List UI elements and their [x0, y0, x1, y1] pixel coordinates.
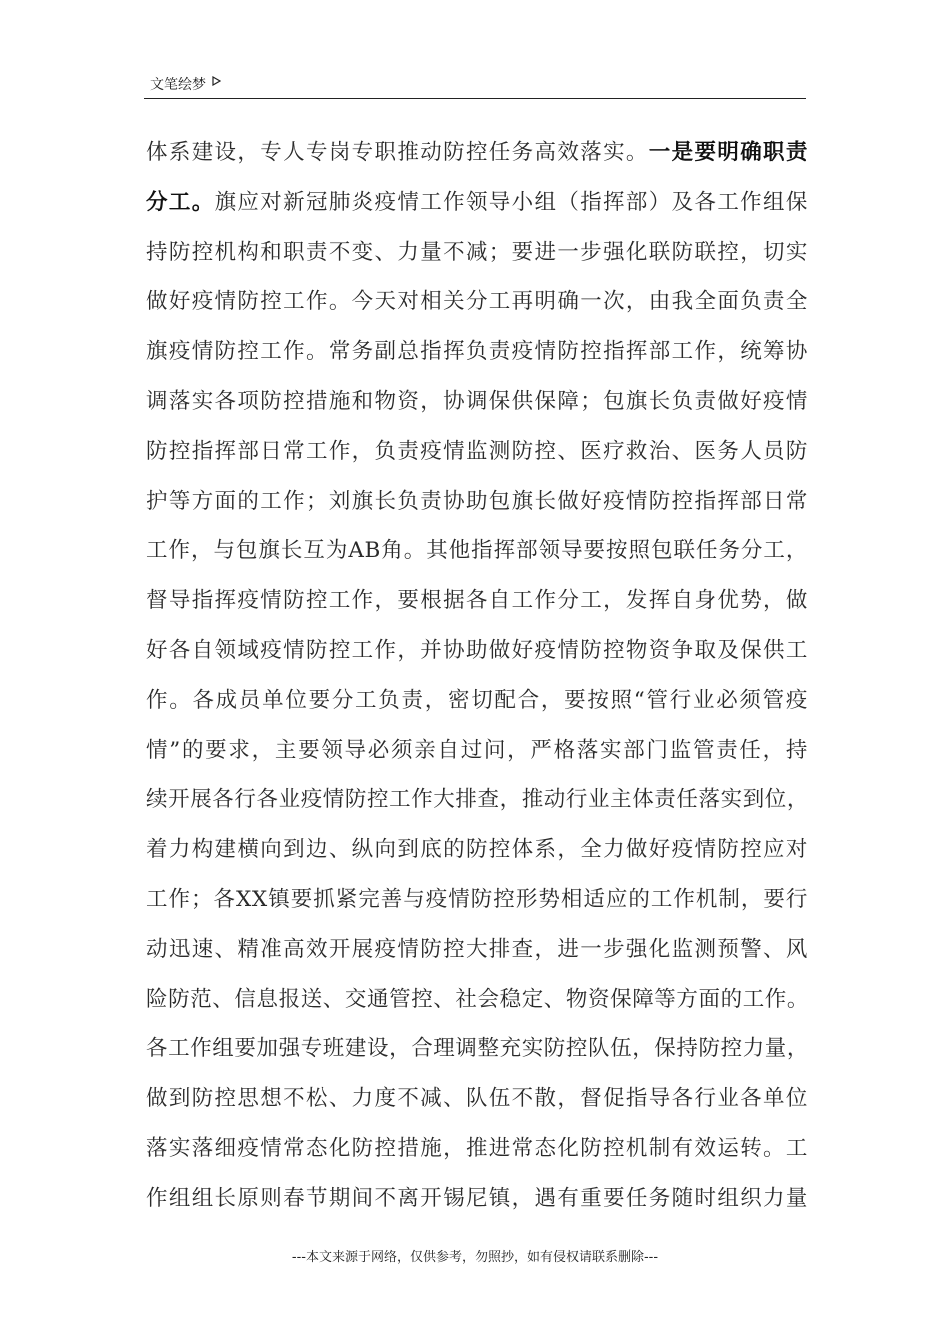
header-brand [144, 74, 221, 94]
text-line [146, 178, 808, 228]
line-text: 做好疫情防控工作。今天对相关分工再明确一次，由我全面负责全 [146, 289, 808, 315]
text-line [146, 726, 808, 776]
line-text: 险防范、信息报送、交通管控、社会稳定、物资保障等方面的工作。 [146, 986, 810, 1012]
line-text: 持防控机构和职责不变、力量不减；要进一步强化联防联控，切实 [146, 239, 808, 265]
text-line [146, 1024, 808, 1074]
text-line [146, 1074, 808, 1124]
text-line [146, 427, 808, 477]
line-text: 好各自领域疫情防控工作，并协助做好疫情防控物资争取及保供工 [146, 637, 808, 663]
line-text: 作组组长原则春节期间不离开锡尼镇，遇有重要任务随时组织力量 [146, 1185, 808, 1211]
brand-text: 文笔绘梦 [150, 77, 206, 93]
line-text: 着力构建横向到边、纵向到底的防控体系，全力做好疫情防控应对 [146, 837, 808, 863]
text-line [146, 626, 808, 676]
line-text: 动迅速、精准高效开展疫情防控大排查，进一步强化监测预警、风 [146, 936, 808, 962]
text-line [146, 1124, 808, 1174]
bold-heading-text: 分工。 [146, 189, 215, 215]
footer-disclaimer: ---本文来源于网络，仅供参考，勿照抄，如有侵权请联系删除--- [291, 1250, 659, 1265]
text-line [146, 825, 808, 875]
line-text: 体系建设，专人专岗专职推动防控任务高效落实。 [146, 140, 649, 165]
text-line [146, 526, 808, 576]
line-text: 防控指挥部日常工作，负责疫情监测防控、医疗救治、医务人员防 [146, 438, 808, 464]
text-line [146, 228, 808, 278]
document-body [146, 128, 808, 1224]
text-line [146, 576, 808, 626]
line-text: 各工作组要加强专班建设，合理调整充实防控队伍，保持防控力量， [146, 1036, 810, 1062]
line-text: 做到防控思想不松、力度不减、队伍不散，督促指导各行业各单位 [146, 1086, 808, 1112]
triangle-right-icon [212, 76, 221, 86]
line-text: 作。各成员单位要分工负责，密切配合，要按照“管行业必须管疫 [146, 687, 808, 713]
text-line [146, 277, 808, 327]
page-header [144, 72, 806, 99]
text-line [146, 128, 808, 178]
text-line [146, 1174, 808, 1224]
text-line [146, 875, 808, 925]
bold-heading-text: 一是要明确职责 [648, 140, 809, 165]
line-text: 旗疫情防控工作。常务副总指挥负责疫情防控指挥部工作，统筹协 [146, 339, 808, 365]
text-line [146, 925, 808, 975]
line-text: 工作，与包旗长互为AB角。其他指挥部领导要按照包联任务分工， [146, 538, 808, 564]
line-text: 旗应对新冠肺炎疫情工作领导小组（指挥部）及各工作组保 [214, 189, 808, 215]
text-line [146, 775, 808, 825]
line-text: 护等方面的工作；刘旗长负责协助包旗长做好疫情防控指挥部日常 [146, 488, 808, 514]
text-line [146, 377, 808, 427]
line-text: 落实落细疫情常态化防控措施，推进常态化防控机制有效运转。工 [146, 1135, 808, 1161]
text-line [146, 477, 808, 527]
text-line [146, 327, 808, 377]
text-line [146, 975, 808, 1025]
line-text: 情”的要求，主要领导必须亲自过问，严格落实部门监管责任，持 [146, 737, 808, 763]
line-text: 督导指挥疫情防控工作，要根据各自工作分工，发挥自身优势，做 [146, 588, 808, 614]
line-text: 工作；各XX镇要抓紧完善与疫情防控形势相适应的工作机制，要行 [146, 886, 808, 912]
text-line [146, 676, 808, 726]
line-text: 调落实各项防控措施和物资，协调保供保障；包旗长负责做好疫情 [146, 388, 808, 414]
line-text: 续开展各行各业疫情防控工作大排查，推动行业主体责任落实到位， [146, 787, 810, 813]
